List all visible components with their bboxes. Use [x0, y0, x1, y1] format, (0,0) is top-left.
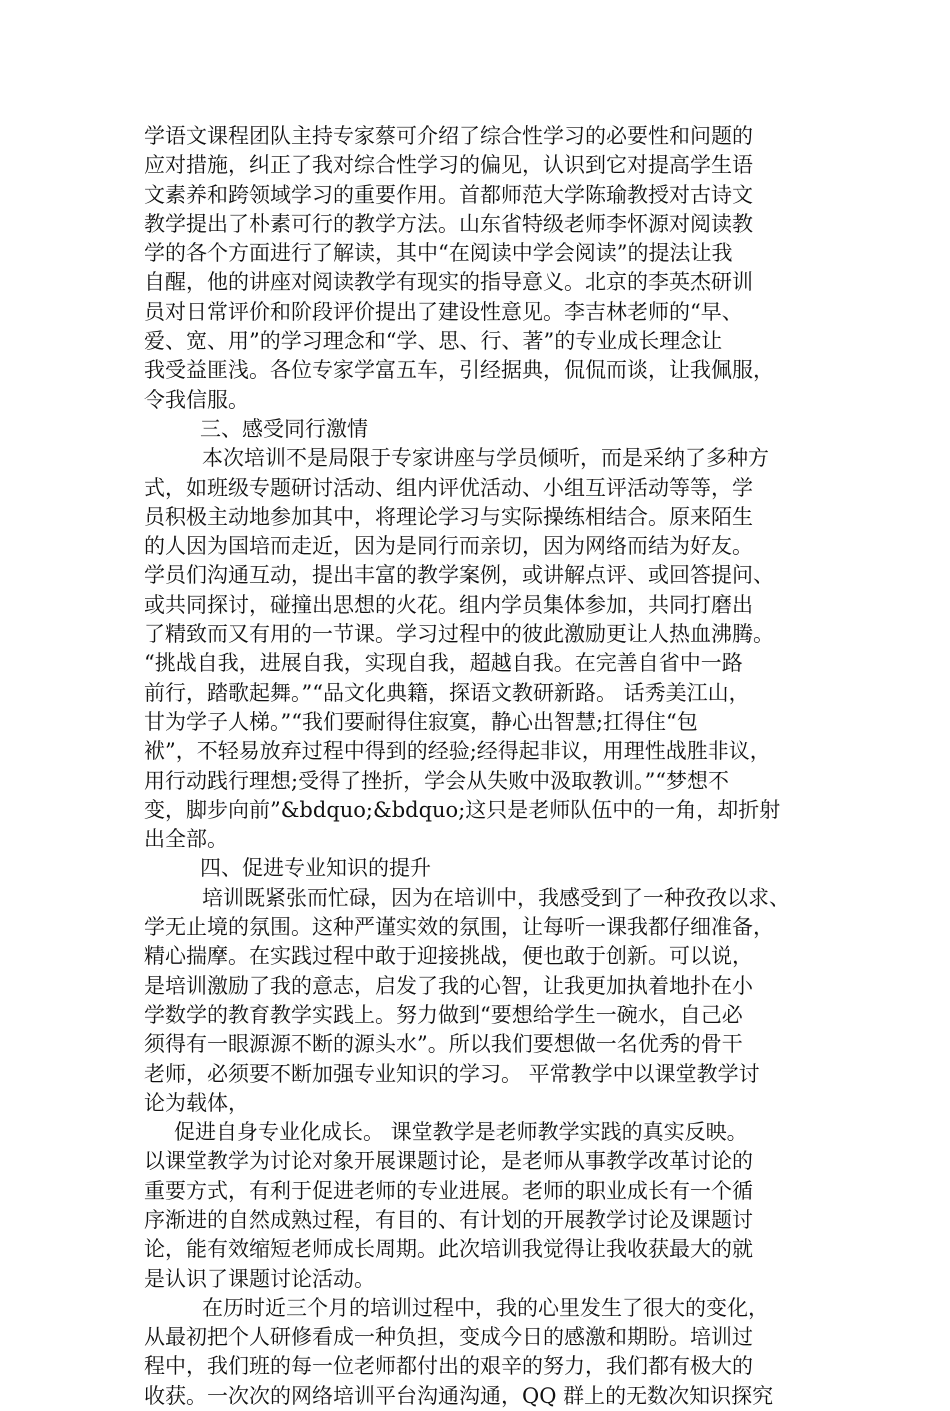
text-line: 甘为学子人梯。”“我们要耐得住寂寞，静心出智慧;扛得住“包: [144, 709, 698, 734]
text-line: 出全部。: [144, 827, 228, 852]
text-line: 我受益匪浅。各位专家学富五车，引经据典，侃侃而谈，让我佩服，: [144, 358, 774, 383]
text-line: 以课堂教学为讨论对象开展课题讨论，是老师从事教学改革讨论的: [144, 1149, 753, 1174]
text-line: 学无止境的氛围。这种严谨实效的氛围，让每听一课我都仔细准备，: [144, 915, 774, 940]
text-line: 学语文课程团队主持专家蔡可介绍了综合性学习的必要性和问题的: [144, 124, 753, 148]
text-line: 用行动践行理想;受得了挫折，学会从失败中汲取教训。”“梦想不: [144, 768, 730, 793]
text-line: 袱”，不轻易放弃过程中得到的经验;经得起非议，用理性战胜非议，: [144, 739, 771, 764]
text-line: 在历时近三个月的培训过程中，我的心里发生了很大的变化，: [202, 1295, 769, 1320]
text-line: 重要方式，有利于促进老师的专业进展。老师的职业成长有一个循: [144, 1178, 753, 1203]
text-line: 学员们沟通互动，提出丰富的教学案例，或讲解点评、或回答提问、: [144, 563, 774, 588]
text-line: “挑战自我，进展自我，实现自我，超越自我。在完善自省中一路: [144, 651, 743, 676]
text-line: 教学提出了朴素可行的教学方法。山东省特级老师李怀源对阅读教: [144, 211, 753, 236]
text-line: 老师，必须要不断加强专业知识的学习。 平常教学中以课堂教学讨: [144, 1061, 760, 1086]
text-line: 收获。一次次的网络培训平台沟通沟通，QQ 群上的无数次知识探究: [144, 1383, 774, 1408]
text-line: 员对日常评价和阶段评价提出了建设性意见。李吉林老师的“早、: [144, 299, 743, 324]
text-line: 论，能有效缩短老师成长周期。此次培训我觉得让我收获最大的就: [144, 1237, 753, 1262]
text-line: 促进自身专业化成长。 课堂教学是老师教学实践的真实反映。: [174, 1120, 748, 1145]
text-line: 爱、宽、用”的学习理念和“学、思、行、著”的专业成长理念让: [144, 329, 723, 354]
text-line: 从最初把个人研修看成一种负担，变成今日的感激和期盼。培训过: [144, 1325, 753, 1350]
text-line: 论为载体，: [144, 1090, 249, 1115]
document-body: [144, 122, 809, 1411]
text-line: 本次培训不是局限于专家讲座与学员倾听，而是采纳了多种方: [202, 446, 769, 471]
text-line: 了精致而又有用的一节课。学习过程中的彼此激励更让人热血沸腾。: [144, 622, 774, 647]
text-line: 学数学的教育教学实践上。努力做到“要想给学生一碗水，自己必: [144, 1002, 743, 1027]
text-line: 序渐进的自然成熟过程，有目的、有计划的开展教学讨论及课题讨: [144, 1207, 753, 1232]
text-line: 或共同探讨，碰撞出思想的火花。组内学员集体参加，共同打磨出: [144, 592, 753, 617]
text-line: 式，如班级专题研讨活动、组内评优活动、小组互评活动等等，学: [144, 475, 753, 500]
section-heading: 四、促进专业知识的提升: [200, 856, 431, 881]
text-line: 学的各个方面进行了解读，其中“在阅读中学会阅读”的提法让我: [144, 241, 733, 266]
text-line: 精心揣摩。在实践过程中敢于迎接挑战，便也敢于创新。可以说，: [144, 944, 753, 969]
section-heading: 三、感受同行激情: [200, 416, 368, 441]
text-line: 应对措施，纠正了我对综合性学习的偏见，认识到它对提高学生语: [144, 153, 753, 178]
text-line: 的人因为国培而走近，因为是同行而亲切，因为网络而结为好友。: [144, 534, 753, 559]
text-line: 员积极主动地参加其中，将理论学习与实际操练相结合。原来陌生: [144, 504, 753, 529]
text-line: 前行，踏歌起舞。”“品文化典籍，探语文教研新路。 话秀美江山，: [144, 680, 750, 705]
text-line: 令我信服。: [144, 387, 249, 412]
text-line: 须得有一眼源源不断的源头水”。所以我们要想做一名优秀的骨干: [144, 1032, 743, 1057]
text-line: 是培训激励了我的意志，启发了我的心智，让我更加执着地扑在小: [144, 973, 753, 998]
text-line: 是认识了课题讨论活动。: [144, 1266, 375, 1291]
text-line: 自醒，他的讲座对阅读教学有现实的指导意义。北京的李英杰研训: [144, 270, 753, 295]
text-line: 文素养和跨领域学习的重要作用。首都师范大学陈瑜教授对古诗文: [144, 182, 753, 207]
text-line: 培训既紧张而忙碌，因为在培训中，我感受到了一种孜孜以求、: [202, 885, 790, 910]
text-line: 程中，我们班的每一位老师都付出的艰辛的努力，我们都有极大的: [144, 1354, 753, 1379]
text-line: 变，脚步向前”&bdquo;&bdquo;这只是老师队伍中的一角，却折射: [144, 797, 781, 822]
